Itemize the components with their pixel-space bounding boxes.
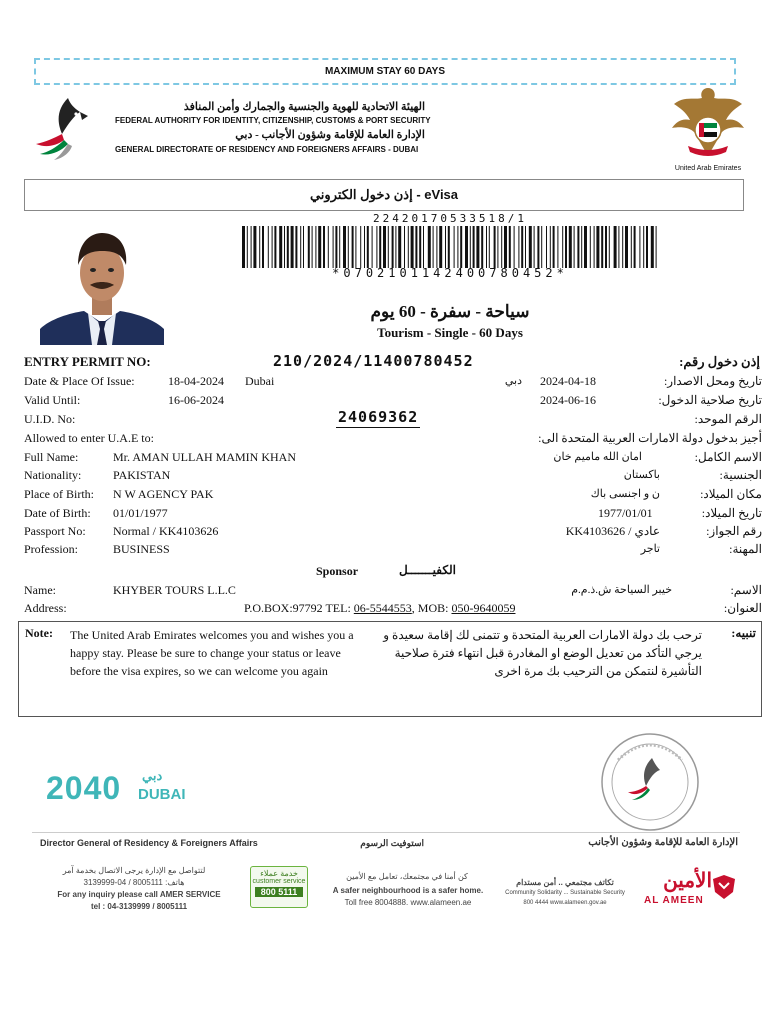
passport-number: Normal / KK4103626 bbox=[113, 524, 219, 538]
barcode-bar bbox=[534, 226, 535, 268]
barcode-bar bbox=[364, 226, 365, 268]
inquiry-phone-ar: هاتف: 8005111 / 04-3139999 bbox=[83, 878, 185, 887]
sponsor-address bbox=[244, 601, 515, 616]
ameen-slogan-en: A safer neighbourhood is a safer home. bbox=[332, 886, 484, 895]
barcode-bottom-number: *07021011424007804​52* bbox=[332, 266, 568, 280]
solidarity-ar: تكاتف مجتمعي .. أمن مستدام bbox=[516, 878, 614, 887]
barcode-bar bbox=[284, 226, 285, 268]
nationality-label: Nationality: bbox=[24, 468, 82, 482]
barcode-bar bbox=[473, 226, 475, 268]
barcode-bar bbox=[372, 226, 373, 268]
profession-label: Profession: bbox=[24, 542, 78, 556]
barcode-bar bbox=[646, 226, 648, 268]
barcode-bar bbox=[295, 226, 297, 268]
barcode-bar bbox=[454, 226, 455, 268]
barcode-bar bbox=[601, 226, 603, 268]
logo-dubai-ar: دبي bbox=[142, 768, 163, 783]
official-stamp-icon bbox=[598, 730, 702, 834]
allowed-label-ar: أجيز بدخول دولة الامارات العربية المتحدة الى: bbox=[538, 431, 762, 445]
logo-2040-text: 2040 bbox=[46, 770, 122, 806]
barcode-bar bbox=[253, 226, 256, 268]
barcode-bar bbox=[398, 226, 401, 268]
customer-service-badge bbox=[250, 866, 308, 908]
valid-date: 16-06-2024 bbox=[168, 393, 224, 407]
note-text-ar: ترحب بك دولة الامارات العربية المتحدة و تتمنى لك إقامة سعيدة و يرجي التأكد من تعديل الوضع او المغادرة قبل انتهاء فترة صلاحية التأشيرة لنتمكن من الترحيب بك مرة اخرى bbox=[383, 628, 702, 678]
sponsor-tel: 06-5544553 bbox=[353, 601, 412, 615]
falcon-logo-icon bbox=[28, 94, 102, 164]
evisa-title: إذن دخول الكتروني - eVisa bbox=[24, 179, 744, 211]
issue-date: 18-04-2024 bbox=[168, 374, 224, 388]
barcode-bar bbox=[411, 226, 414, 268]
barcode-bar bbox=[323, 226, 325, 268]
uid-label: U.I.D. No: bbox=[24, 412, 76, 426]
barcode-bar bbox=[501, 226, 502, 268]
barcode-bar bbox=[315, 226, 316, 268]
barcode-bar bbox=[525, 226, 526, 268]
dob-label: Date of Birth: bbox=[24, 506, 91, 520]
barcode-bar bbox=[287, 226, 289, 268]
barcode-bar bbox=[594, 226, 595, 268]
al-ameen-en: AL AMEEN bbox=[644, 895, 704, 906]
profession-ar: تاجر bbox=[640, 543, 660, 555]
barcode-bar bbox=[546, 226, 547, 268]
barcode-bar bbox=[553, 226, 555, 268]
barcode-bar bbox=[622, 226, 623, 268]
barcode-bar bbox=[494, 226, 496, 268]
applicant-photo bbox=[40, 225, 164, 345]
barcode-bar bbox=[343, 226, 346, 268]
barcode-bar bbox=[565, 226, 567, 268]
entry-permit-label-ar: إذن دخول رقم: bbox=[679, 354, 760, 369]
barcode-bar bbox=[584, 226, 587, 268]
barcode-bar bbox=[631, 226, 632, 268]
barcode-bar bbox=[242, 226, 245, 268]
barcode-bar bbox=[460, 226, 462, 268]
sponsor-heading: Sponsor bbox=[316, 564, 359, 578]
sponsor-mob-label: , MOB: bbox=[411, 601, 452, 615]
barcode-bar bbox=[614, 226, 617, 268]
barcode-bar bbox=[521, 226, 523, 268]
nationality: PAKISTAN bbox=[113, 468, 171, 482]
issue-label: Date & Place Of Issue: bbox=[24, 374, 135, 388]
barcode-bar bbox=[541, 226, 542, 268]
date-of-birth-ar: 1977/01/01 bbox=[598, 506, 653, 520]
barcode-bar bbox=[339, 226, 340, 268]
barcode-bar bbox=[509, 226, 511, 268]
barcode-bar bbox=[569, 226, 572, 268]
name-label: Full Name: bbox=[24, 450, 79, 464]
full-name-ar: امان الله ماميم خان bbox=[553, 451, 642, 463]
barcode-bar bbox=[489, 226, 490, 268]
pob-label: Place of Birth: bbox=[24, 487, 94, 501]
barcode-bar bbox=[355, 226, 356, 268]
passport-label: Passport No: bbox=[24, 524, 86, 538]
profession-label-ar: المهنة: bbox=[729, 542, 762, 556]
ameen-slogan-ar: كن أمنا في مجتمعك، تعامل مع الأمين bbox=[346, 872, 468, 881]
ameen-toll: Toll free 8004888. www.alameen.ae bbox=[344, 898, 472, 907]
director-general-ar: الإدارة العامة للإقامة وشؤون الأجانب bbox=[588, 837, 738, 848]
sponsor-name: KHYBER TOURS L.L.C bbox=[113, 583, 236, 597]
barcode-bar bbox=[328, 226, 329, 268]
uid-number: 24069362 bbox=[338, 408, 419, 426]
sponsor-name-ar: خيبر السياحة ش.ذ.م.م bbox=[571, 584, 672, 596]
barcode-bar bbox=[268, 226, 269, 268]
barcode-bar bbox=[445, 226, 446, 268]
note-label: Note: bbox=[25, 626, 53, 640]
barcode-bar bbox=[448, 226, 450, 268]
note-text-en: The United Arab Emirates welcomes you and wishes you a happy stay. Please be sure to change your status or leave before the visa expires, so we can welcome you again bbox=[70, 628, 354, 678]
barcode-bar bbox=[415, 226, 417, 268]
dob-label-ar: تاريخ الميلاد: bbox=[701, 506, 762, 520]
barcode-bar bbox=[308, 226, 310, 268]
barcode-bar bbox=[643, 226, 644, 268]
barcode-bar bbox=[656, 226, 657, 268]
profession: BUSINESS bbox=[113, 542, 170, 556]
barcode-bar bbox=[335, 226, 337, 268]
fees-paid-ar: استوفيت الرسوم bbox=[360, 838, 424, 848]
valid-date-ar: 2024-06-16 bbox=[540, 393, 596, 407]
barcode-bar bbox=[504, 226, 507, 268]
passport-number-ar: عادي / KK4103626 bbox=[565, 524, 660, 538]
barcode-bar bbox=[376, 226, 377, 268]
issue-date-ar: 2024-04-18 bbox=[540, 374, 596, 388]
barcode-bar bbox=[574, 226, 575, 268]
barcode-bar bbox=[625, 226, 628, 268]
service-label-ar: خدمة عملاء bbox=[260, 869, 298, 878]
barcode-bar bbox=[596, 226, 599, 268]
service-label-en: customer service bbox=[252, 878, 306, 885]
barcode-bar bbox=[291, 226, 294, 268]
barcode-bar bbox=[423, 226, 424, 268]
logo-dubai-en: DUBAI bbox=[138, 786, 186, 803]
valid-label: Valid Until: bbox=[24, 393, 81, 407]
barcode-bar bbox=[537, 226, 539, 268]
entry-permit-number: 210/2024/11400780452 bbox=[273, 352, 474, 370]
barcode-bar bbox=[395, 226, 396, 268]
barcode-bar bbox=[404, 226, 405, 268]
solidarity-en: Community Solidarity ... Sustainable Security bbox=[505, 890, 625, 896]
barcode-bar bbox=[367, 226, 369, 268]
issue-place: Dubai bbox=[245, 374, 275, 388]
entry-permit-label: ENTRY PERMIT NO: bbox=[24, 354, 151, 369]
header-directorate-ar: الإدارة العامة للإقامة وشؤون الأجانب - دبي bbox=[235, 129, 425, 141]
issue-place-ar: دبي bbox=[504, 375, 522, 387]
barcode-bar bbox=[379, 226, 381, 268]
director-general-en: Director General of Residency & Foreigners Affairs bbox=[40, 838, 258, 848]
barcode-bar bbox=[360, 226, 361, 268]
place-of-birth: N W AGENCY PAK bbox=[113, 487, 214, 501]
visa-type-en: Tourism - Single - 60 Days bbox=[377, 325, 523, 340]
sponsor-address-label-ar: العنوان: bbox=[723, 601, 762, 615]
barcode-bar bbox=[333, 226, 334, 268]
passport-label-ar: رقم الجواز: bbox=[706, 524, 762, 538]
footer-divider bbox=[32, 832, 740, 833]
barcode-bar bbox=[457, 226, 458, 268]
allowed-label: Allowed to enter U.A.E to: bbox=[24, 431, 154, 445]
sponsor-heading-ar: الكفيـــــــل bbox=[398, 563, 456, 577]
barcode-bar bbox=[247, 226, 248, 268]
sponsor-name-label: Name: bbox=[24, 583, 56, 597]
barcode-bar bbox=[439, 226, 442, 268]
barcode-bar bbox=[428, 226, 431, 268]
sponsor-address-label: Address: bbox=[24, 601, 67, 615]
barcode-bar bbox=[303, 226, 304, 268]
barcode-bar bbox=[497, 226, 498, 268]
full-name: Mr. AMAN ULLAH MAMIN KHAN bbox=[113, 450, 296, 464]
sponsor-address-pobox: P.O.BOX:97792 TEL: bbox=[244, 601, 354, 615]
barcode-bar bbox=[251, 226, 252, 268]
header-authority-ar: الهيئة الاتحادية للهوية والجنسية والجمارك وأمن المنافذ bbox=[183, 101, 425, 113]
emblem-caption: United Arab Emirates bbox=[674, 165, 742, 172]
barcode-bar bbox=[272, 226, 273, 268]
note-label-ar: تنبيه: bbox=[731, 626, 756, 640]
uid-label-ar: الرقم الموحد: bbox=[694, 412, 762, 426]
pob-label-ar: مكان الميلاد: bbox=[700, 487, 762, 501]
sponsor-name-label-ar: الاسم: bbox=[730, 583, 762, 597]
barcode-bar bbox=[476, 226, 479, 268]
service-number: 800 5111 bbox=[255, 887, 303, 897]
dubai-2040-logo bbox=[46, 770, 196, 810]
inquiry-tel: tel : 04-3139999 / 8005111 bbox=[90, 902, 188, 911]
barcode-bar bbox=[529, 226, 532, 268]
barcode-bar bbox=[383, 226, 386, 268]
barcode-bar bbox=[279, 226, 282, 268]
visa-type-ar: سياحة - سفرة - 60 يوم bbox=[370, 302, 530, 321]
barcode-bar bbox=[352, 226, 354, 268]
barcode-bar bbox=[300, 226, 301, 268]
barcode-bar bbox=[259, 226, 260, 268]
barcode-bar bbox=[318, 226, 321, 268]
barcode-top-number: 22420170533518/1 bbox=[373, 212, 527, 225]
uae-emblem-icon bbox=[664, 82, 752, 162]
solidarity-contact: 800 4444 www.alameen.gov.ae bbox=[523, 900, 607, 906]
valid-label-ar: تاريخ صلاحية الدخول: bbox=[658, 393, 762, 407]
barcode-bar bbox=[419, 226, 421, 268]
barcode-bar bbox=[590, 226, 591, 268]
barcode-bar bbox=[550, 226, 551, 268]
barcode-bar bbox=[605, 226, 607, 268]
issue-label-ar: تاريخ ومحل الاصدار: bbox=[663, 374, 762, 388]
barcode-bar bbox=[514, 226, 515, 268]
date-of-birth: 01/01/1977 bbox=[113, 506, 168, 520]
barcode-bar bbox=[557, 226, 558, 268]
barcode-bar bbox=[436, 226, 437, 268]
al-ameen-ar: الأمين bbox=[663, 870, 712, 892]
max-stay-banner: MAXIMUM STAY 60 DAYS bbox=[34, 58, 736, 85]
barcode-bar bbox=[465, 226, 468, 268]
barcode-bar bbox=[618, 226, 619, 268]
header-directorate-en: GENERAL DIRECTORATE OF RESIDENCY AND FOREIGNERS AFFAIRS - DUBAI bbox=[115, 145, 419, 154]
name-label-ar: الاسم الكامل: bbox=[694, 450, 762, 464]
barcode-bar bbox=[312, 226, 313, 268]
barcode-bar bbox=[470, 226, 471, 268]
nationality-ar: باكستان bbox=[623, 469, 660, 481]
barcode-bar bbox=[518, 226, 519, 268]
barcode-bar bbox=[609, 226, 610, 268]
al-ameen-logo bbox=[638, 868, 738, 912]
barcode-bar bbox=[388, 226, 389, 268]
barcode bbox=[240, 226, 660, 268]
header-authority-en: FEDERAL AUTHORITY FOR IDENTITY, CITIZENSHIP, CUSTOMS & PORT SECURITY bbox=[115, 116, 431, 125]
nationality-label-ar: الجنسية: bbox=[719, 468, 762, 482]
barcode-bar bbox=[408, 226, 409, 268]
barcode-bar bbox=[486, 226, 487, 268]
inquiry-ar: لتتواصل مع الإدارة يرجى الاتصال بخدمة آمر bbox=[62, 866, 206, 875]
barcode-bar bbox=[581, 226, 582, 268]
place-of-birth-ar: ن و اجنسى باك bbox=[590, 488, 660, 500]
sponsor-mob: 050-9640059 bbox=[451, 601, 516, 615]
barcode-bar bbox=[481, 226, 483, 268]
barcode-bar bbox=[262, 226, 264, 268]
barcode-bar bbox=[651, 226, 654, 268]
barcode-bar bbox=[634, 226, 636, 268]
barcode-bar bbox=[562, 226, 563, 268]
barcode-bar bbox=[639, 226, 640, 268]
barcode-bar bbox=[577, 226, 579, 268]
barcode-bar bbox=[348, 226, 349, 268]
inquiry-en: For any inquiry please call AMER SERVICE bbox=[57, 890, 221, 899]
al-ameen-shield-icon bbox=[712, 874, 736, 900]
barcode-bar bbox=[433, 226, 434, 268]
barcode-bar bbox=[274, 226, 276, 268]
barcode-bar bbox=[392, 226, 394, 268]
